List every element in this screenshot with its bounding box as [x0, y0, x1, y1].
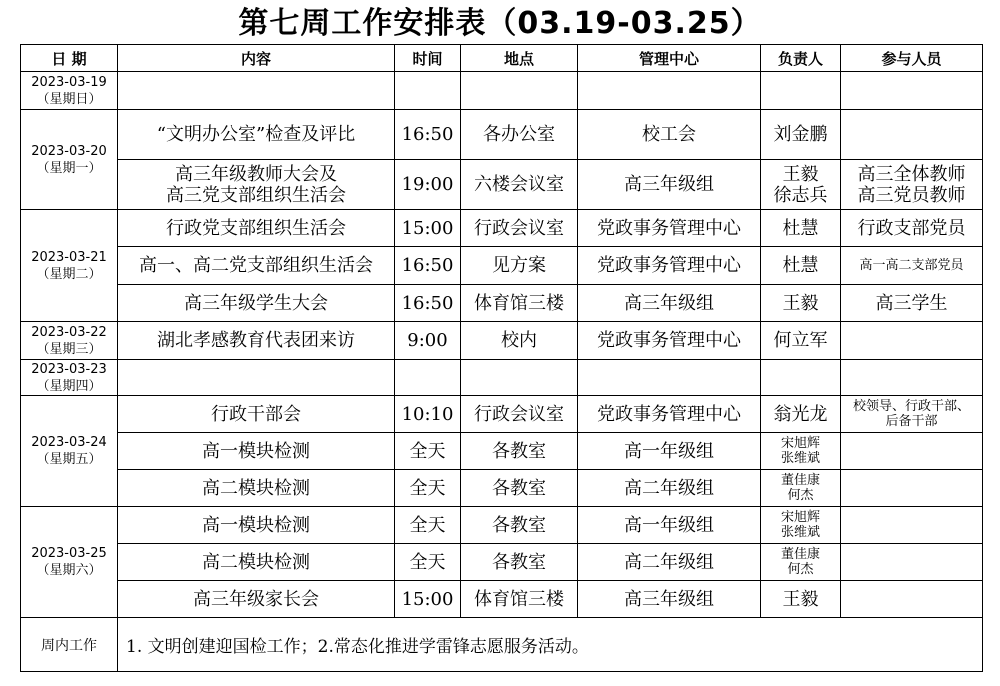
time-cell: 全天 — [395, 470, 461, 507]
table-row — [21, 110, 983, 160]
content-cell: 行政干部会 — [118, 396, 395, 433]
date: 2023-03-21 — [31, 249, 107, 265]
participants-cell — [841, 581, 983, 618]
place-cell: 各教室 — [461, 433, 578, 470]
center-cell: 高一年级组 — [578, 433, 761, 470]
leader-cell: 翁光龙 — [761, 396, 841, 433]
time-cell: 16:50 — [395, 285, 461, 322]
header-row — [21, 45, 983, 72]
participants-cell — [841, 433, 983, 470]
participants-line: 高三党员教师 — [857, 184, 966, 206]
content-line: 高三党支部组织生活会 — [166, 184, 346, 206]
date-cell — [21, 110, 118, 210]
leader-cell — [761, 360, 841, 396]
participants-line: 后备干部 — [885, 414, 938, 429]
weekday: （星期五） — [36, 452, 102, 467]
weekday: （星期二） — [36, 266, 102, 282]
table-row — [21, 247, 983, 285]
date-cell — [21, 322, 118, 360]
participants-cell — [841, 322, 983, 360]
content-cell: 行政党支部组织生活会 — [118, 210, 395, 247]
table-row — [21, 285, 983, 322]
date-cell — [21, 72, 118, 110]
leader-name: 徐志兵 — [773, 184, 828, 206]
leader-cell: 何立军 — [761, 322, 841, 360]
participants-cell — [841, 470, 983, 507]
participants-cell — [841, 72, 983, 110]
header-participants: 参与人员 — [841, 45, 983, 72]
leader-cell — [761, 544, 841, 581]
time-cell: 全天 — [395, 433, 461, 470]
weekly-row — [21, 618, 983, 672]
leader-cell — [761, 470, 841, 507]
table-row — [21, 160, 983, 210]
time-cell: 16:50 — [395, 247, 461, 285]
leader-cell: 杜慧 — [761, 247, 841, 285]
participants-cell — [841, 360, 983, 396]
table-row — [21, 360, 983, 396]
date: 2023-03-24 — [31, 435, 107, 450]
date: 2023-03-23 — [31, 361, 107, 377]
content-cell: 湖北孝感教育代表团来访 — [118, 322, 395, 360]
content-cell: 高二模块检测 — [118, 470, 395, 507]
date: 2023-03-20 — [31, 143, 107, 159]
date-cell — [21, 360, 118, 396]
time-cell — [395, 360, 461, 396]
participants-cell — [841, 544, 983, 581]
content-cell — [118, 160, 395, 210]
schedule-table — [20, 44, 983, 672]
participants-cell: 高三学生 — [841, 285, 983, 322]
leader-cell: 杜慧 — [761, 210, 841, 247]
header-place: 地点 — [461, 45, 578, 72]
center-cell: 高三年级组 — [578, 581, 761, 618]
leader-name: 宋旭辉 — [780, 510, 820, 525]
place-cell: 各教室 — [461, 544, 578, 581]
center-cell: 党政事务管理中心 — [578, 210, 761, 247]
date: 2023-03-25 — [31, 546, 107, 561]
date-cell — [21, 396, 118, 507]
weekday: （星期四） — [36, 378, 102, 394]
content-cell: 高三年级学生大会 — [118, 285, 395, 322]
center-cell: 高二年级组 — [578, 544, 761, 581]
content-cell: 高一模块检测 — [118, 507, 395, 544]
table-row — [21, 581, 983, 618]
place-cell: 各办公室 — [461, 110, 578, 160]
header-center: 管理中心 — [578, 45, 761, 72]
time-cell: 10:10 — [395, 396, 461, 433]
leader-name: 张维斌 — [780, 525, 820, 540]
time-cell: 全天 — [395, 507, 461, 544]
page-title: 第七周工作安排表（03.19-03.25） — [238, 6, 762, 41]
center-cell — [578, 72, 761, 110]
header-time: 时间 — [395, 45, 461, 72]
place-cell — [461, 72, 578, 110]
leader-cell — [761, 433, 841, 470]
content-cell — [118, 72, 395, 110]
content-cell: 高一模块检测 — [118, 433, 395, 470]
time-cell: 15:00 — [395, 581, 461, 618]
leader-name: 何杰 — [787, 488, 814, 503]
place-cell: 校内 — [461, 322, 578, 360]
leader-name: 王毅 — [782, 163, 819, 185]
leader-cell — [761, 72, 841, 110]
place-cell: 体育馆三楼 — [461, 285, 578, 322]
header-leader: 负责人 — [761, 45, 841, 72]
leader-cell — [761, 160, 841, 210]
place-cell: 各教室 — [461, 470, 578, 507]
table-row — [21, 433, 983, 470]
leader-cell: 刘金鹏 — [761, 110, 841, 160]
participants-cell — [841, 110, 983, 160]
place-cell: 见方案 — [461, 247, 578, 285]
content-cell: “文明办公室”检查及评比 — [118, 110, 395, 160]
participants-cell: 行政支部党员 — [841, 210, 983, 247]
table-row — [21, 507, 983, 544]
participants-cell: 高一高二支部党员 — [841, 247, 983, 285]
place-cell: 各教室 — [461, 507, 578, 544]
participants-cell — [841, 160, 983, 210]
place-cell: 六楼会议室 — [461, 160, 578, 210]
center-cell — [578, 360, 761, 396]
place-cell: 行政会议室 — [461, 396, 578, 433]
leader-cell: 王毅 — [761, 581, 841, 618]
leader-name: 董佳康 — [780, 547, 820, 562]
weekday: （星期六） — [36, 563, 102, 578]
participants-line: 高三全体教师 — [857, 163, 966, 185]
leader-cell — [761, 507, 841, 544]
table-row — [21, 322, 983, 360]
header-content: 内容 — [118, 45, 395, 72]
table-row — [21, 210, 983, 247]
date: 2023-03-22 — [31, 324, 107, 340]
center-cell: 高二年级组 — [578, 470, 761, 507]
center-cell: 党政事务管理中心 — [578, 247, 761, 285]
time-cell: 9:00 — [395, 322, 461, 360]
place-cell — [461, 360, 578, 396]
date-cell — [21, 210, 118, 322]
content-cell — [118, 360, 395, 396]
participants-line: 校领导、行政干部、 — [852, 399, 970, 414]
center-cell: 党政事务管理中心 — [578, 322, 761, 360]
leader-cell: 王毅 — [761, 285, 841, 322]
leader-name: 张维斌 — [780, 451, 820, 466]
content-cell: 高一、高二党支部组织生活会 — [118, 247, 395, 285]
table-row — [21, 544, 983, 581]
leader-name: 董佳康 — [780, 473, 820, 488]
weekday: （星期一） — [36, 160, 102, 176]
time-cell: 19:00 — [395, 160, 461, 210]
center-cell: 党政事务管理中心 — [578, 396, 761, 433]
table-row — [21, 396, 983, 433]
table-row — [21, 72, 983, 110]
date: 2023-03-19 — [31, 74, 107, 90]
center-cell: 校工会 — [578, 110, 761, 160]
table-row — [21, 470, 983, 507]
header-date: 日 期 — [21, 45, 118, 72]
place-cell: 行政会议室 — [461, 210, 578, 247]
time-cell — [395, 72, 461, 110]
weekly-text: 1. 文明创建迎国检工作；2.常态化推进学雷锋志愿服务活动。 — [118, 618, 983, 672]
leader-name: 何杰 — [787, 562, 814, 577]
content-cell: 高二模块检测 — [118, 544, 395, 581]
date-cell — [21, 507, 118, 618]
participants-cell — [841, 396, 983, 433]
center-cell: 高一年级组 — [578, 507, 761, 544]
leader-name: 宋旭辉 — [780, 436, 820, 451]
time-cell: 15:00 — [395, 210, 461, 247]
place-cell: 体育馆三楼 — [461, 581, 578, 618]
content-line: 高三年级教师大会及 — [175, 163, 337, 185]
weekday: （星期日） — [36, 91, 102, 107]
time-cell: 全天 — [395, 544, 461, 581]
weekday: （星期三） — [36, 341, 102, 357]
time-cell: 16:50 — [395, 110, 461, 160]
center-cell: 高三年级组 — [578, 285, 761, 322]
center-cell: 高三年级组 — [578, 160, 761, 210]
content-cell: 高三年级家长会 — [118, 581, 395, 618]
weekly-label: 周内工作 — [21, 618, 118, 672]
participants-cell — [841, 507, 983, 544]
